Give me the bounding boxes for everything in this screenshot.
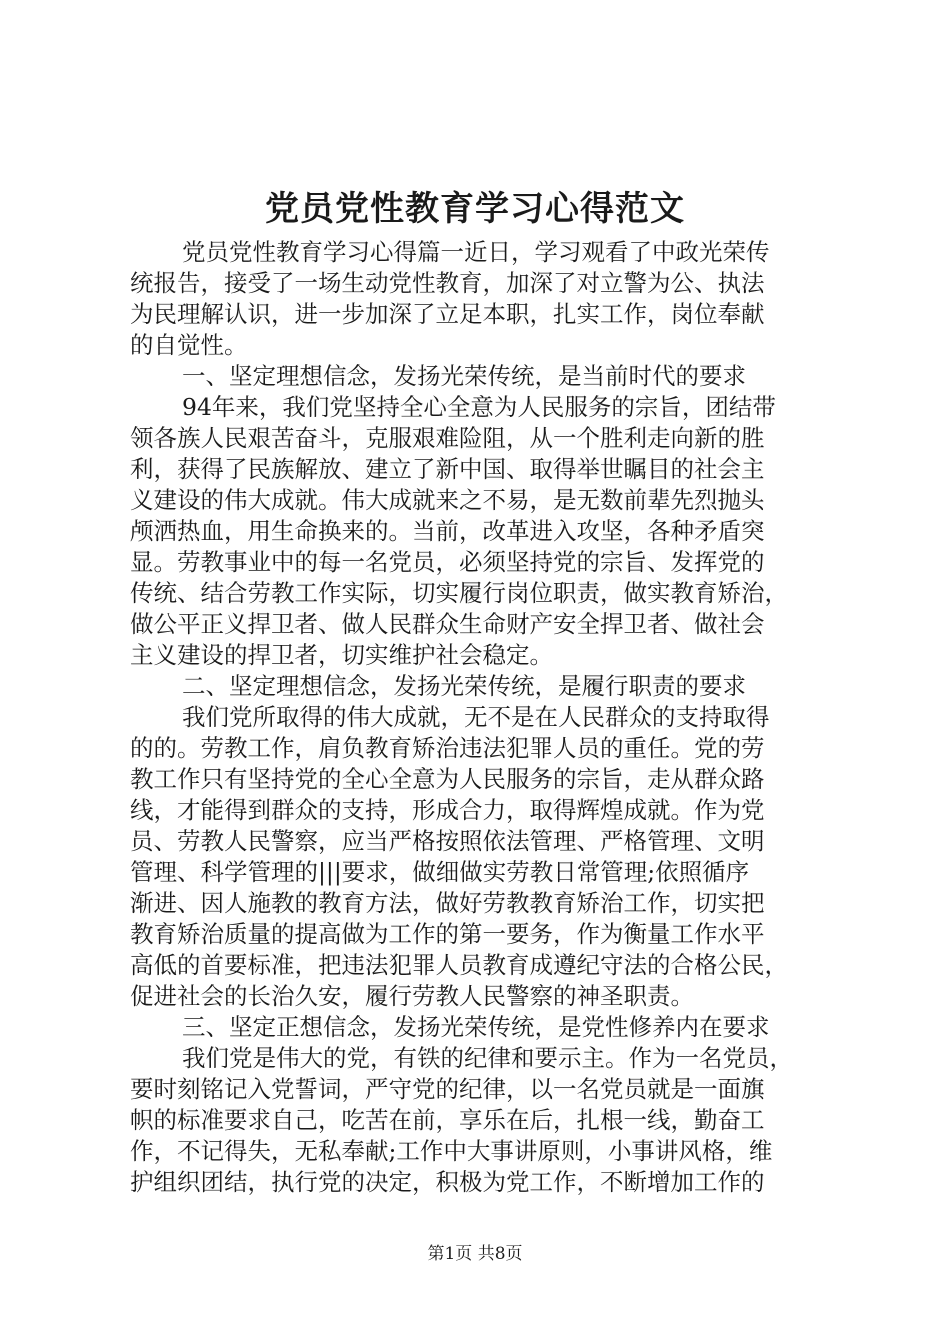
text-line: 显。劳教事业中的每一名党员，必须坚持党的宗旨、发挥党的: [130, 548, 765, 576]
text-line: 统报告，接受了一场生动党性教育，加深了对立警为公、执法: [130, 269, 765, 297]
text-line: 一、坚定理想信念，发扬光荣传统，是当前时代的要求: [182, 362, 746, 390]
document-title: 党员党性教育学习心得范文: [265, 189, 685, 229]
text-line: 传统、结合劳教工作实际，切实履行岗位职责，做实教育矫治，: [130, 579, 788, 607]
text-line: 的的。劳教工作，肩负教育矫治违法犯罪人员的重任。党的劳: [130, 734, 765, 762]
text-line: 领各族人民艰苦奋斗，克服艰难险阻，从一个胜利走向新的胜: [130, 424, 765, 452]
text-line: 高低的首要标准，把违法犯罪人员教育成遵纪守法的合格公民，: [130, 951, 788, 979]
text-line: 主义建设的捍卫者，切实维护社会稳定。: [130, 641, 553, 669]
text-line: 为民理解认识，进一步加深了立足本职，扎实工作，岗位奉献: [130, 300, 765, 328]
text-line: 促进社会的长治久安，履行劳教人民警察的神圣职责。: [130, 982, 694, 1010]
text-line: 我们党是伟大的党，有铁的纪律和要示主。作为一名党员，: [182, 1044, 793, 1072]
text-line: 教工作只有坚持党的全心全意为人民服务的宗旨，走从群众路: [130, 765, 765, 793]
text-line: 做公平正义捍卫者、做人民群众生命财产安全捍卫者、做社会: [130, 610, 765, 638]
text-line: 作，不记得失，无私奉献;工作中大事讲原则，小事讲风格，维: [130, 1137, 773, 1165]
text-line: 线，才能得到群众的支持，形成合力，取得辉煌成就。作为党: [130, 796, 765, 824]
text-line: 渐进、因人施教的教育方法，做好劳教教育矫治工作，切实把: [130, 889, 765, 917]
text-line: 帜的标准要求自己，吃苦在前，享乐在后，扎根一线，勤奋工: [130, 1106, 765, 1134]
text-line: 94年来，我们党坚持全心全意为人民服务的宗旨，团结带: [182, 393, 776, 421]
text-line: 二、坚定理想信念，发扬光荣传统，是履行职责的要求: [182, 672, 746, 700]
text-line: 三、坚定正想信念，发扬光荣传统，是党性修养内在要求: [182, 1013, 770, 1041]
text-line: 利，获得了民族解放、建立了新中国、取得举世瞩目的社会主: [130, 455, 765, 483]
text-line: 我们党所取得的伟大成就，无不是在人民群众的支持取得: [182, 703, 770, 731]
text-line: 要时刻铭记入党誓词，严守党的纪律，以一名党员就是一面旗: [130, 1075, 765, 1103]
text-line: 护组织团结，执行党的决定，积极为党工作，不断增加工作的: [130, 1168, 765, 1196]
page-footer: 第1页 共8页: [427, 1244, 523, 1264]
text-line: 员、劳教人民警察，应当严格按照依法管理、严格管理、文明: [130, 827, 765, 855]
document-body: [130, 237, 830, 1198]
text-line: 的自觉性。: [130, 331, 248, 359]
text-line: 颅洒热血，用生命换来的。当前，改革进入攻坚，各种矛盾突: [130, 517, 765, 545]
text-line: 教育矫治质量的提高做为工作的第一要务，作为衡量工作水平: [130, 920, 765, 948]
text-line: 管理、科学管理的|||要求，做细做实劳教日常管理;依照循序: [130, 858, 750, 886]
text-line: 义建设的伟大成就。伟大成就来之不易，是无数前辈先烈抛头: [130, 486, 765, 514]
text-line: 党员党性教育学习心得篇一近日，学习观看了中政光荣传: [182, 238, 770, 266]
